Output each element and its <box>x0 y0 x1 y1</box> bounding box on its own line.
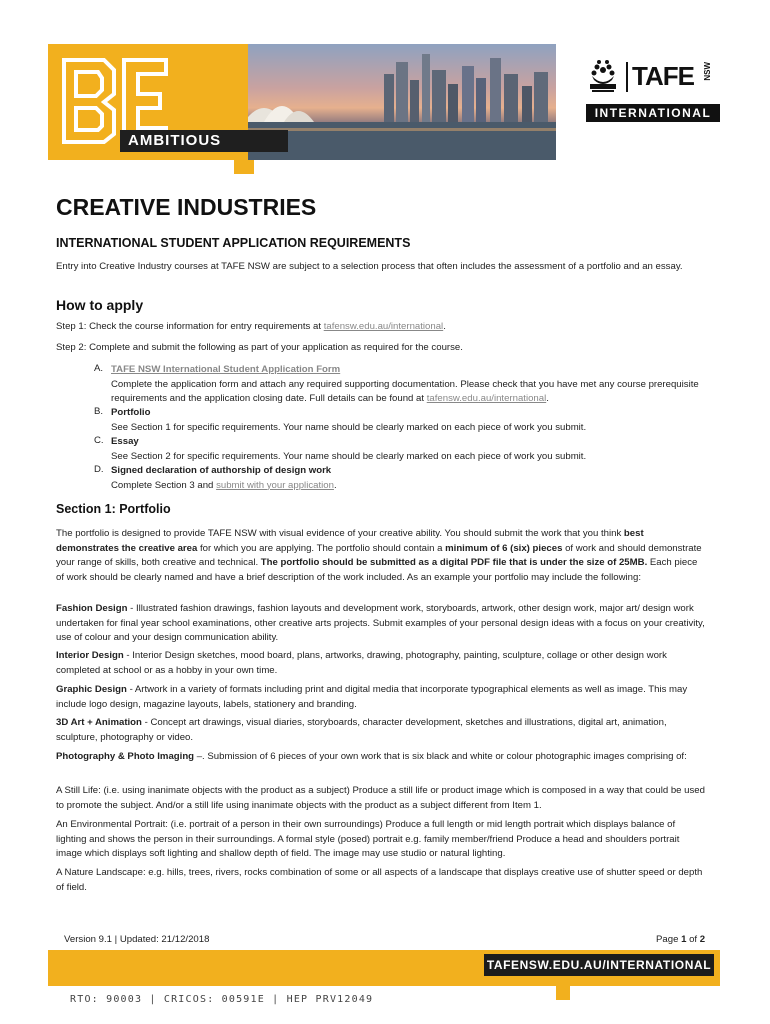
item-d-desc: Complete Section 3 and <box>111 479 217 491</box>
area-name: Graphic Design <box>56 684 127 695</box>
how-to-apply-heading: How to apply <box>56 297 144 313</box>
nsw-waratah-icon <box>586 58 620 94</box>
p1-text-g: Each piece of work should be clearly named and have a brief description of the work included. As an example your portfolio may include the following: <box>56 557 698 583</box>
header-banner <box>48 44 556 160</box>
step-1 <box>56 320 706 335</box>
section-1-heading: Section 1: Portfolio <box>56 502 171 516</box>
page-total: 2 <box>699 934 706 945</box>
item-c <box>111 435 711 464</box>
tafe-wordmark: TAFE <box>632 61 694 91</box>
photo-item-still-life: A Still Life: (i.e. using inanimate objects with the product as a subject) Produce a still life or product image which is composed in a way that could be used to promote the subject. And/or a still life using inanimate objects with the product as a subject different from Item 1. <box>56 785 705 811</box>
item-a <box>111 363 711 407</box>
area-name: Interior Design <box>56 650 124 661</box>
version-info: Version 9.1 | Updated: 21/12/2018 <box>64 934 210 945</box>
item-a-tafensw-link[interactable]: tafensw.edu.au/international <box>426 393 547 404</box>
page-number <box>656 934 705 945</box>
p1-text-e: of work and should demonstrate your range of skills, both creative and technical. <box>56 542 702 568</box>
item-a-letter: A. <box>94 363 104 374</box>
item-c-title: Essay <box>111 436 139 447</box>
area-text: - Interior Design sketches, mood board, plans, artworks, drawing, photography, painting, sculpture, collage or other design work completed at school or as a hobby in your own time. <box>56 650 667 676</box>
item-d-title: Signed declaration of authorship of design work <box>111 465 332 476</box>
photo-item-nature-landscape: A Nature Landscape: e.g. hills, trees, rivers, rocks combination of some or all aspects of a landscape that displays creative use of shutter speed or depth of field. <box>56 867 703 893</box>
p1-bold-b: best demonstrates the creative area <box>56 528 644 554</box>
nsw-wordmark: NSW <box>703 62 712 81</box>
p1-text-a: The portfolio is designed to provide TAFE NSW with visual evidence of your creative ability. You should submit the work that you think <box>56 528 624 539</box>
footer-accent-square <box>556 986 570 1000</box>
international-badge: INTERNATIONAL <box>586 104 720 122</box>
step-2: Step 2: Complete and submit the following as part of your application as required for the course. <box>56 342 463 353</box>
tafensw-international-link[interactable]: tafensw.edu.au/international <box>323 321 444 332</box>
banner-accent-square <box>234 160 254 174</box>
application-form-link[interactable]: TAFE NSW International Student Application Form <box>111 364 341 375</box>
item-b <box>111 406 711 435</box>
item-b-desc: See Section 1 for specific requirements. Your name should be clearly marked on each piece of work you submit. <box>111 421 587 433</box>
item-c-desc: See Section 2 for specific requirements. Your name should be clearly marked on each piece of work you submit. <box>111 450 587 462</box>
footer-website-link[interactable]: TAFENSW.EDU.AU/INTERNATIONAL <box>484 954 714 976</box>
item-b-letter: B. <box>94 406 104 417</box>
logo-divider <box>626 62 628 92</box>
page-subtitle: INTERNATIONAL STUDENT APPLICATION REQUIREMENTS <box>56 236 411 250</box>
p1-text-c: for which you are applying. The portfolio should contain a <box>197 542 446 554</box>
step-1-suffix: . <box>443 321 446 332</box>
item-d <box>111 464 711 493</box>
submit-with-application-link[interactable]: submit with your application <box>216 479 334 491</box>
step-1-text: Step 1: Check the course information for entry requirements at <box>56 321 324 332</box>
tafe-nsw-international-logo <box>586 58 720 124</box>
p1-bold-d: minimum of 6 (six) pieces <box>445 542 563 554</box>
item-b-title: Portfolio <box>111 407 151 418</box>
rto-cricos-info: RTO: 90003 | CRICOS: 00591E | HEP PRV12049 <box>70 994 374 1005</box>
item-a-desc: Complete the application form and attach any required supporting documentation. Please check that you have met any course prerequisite requirements and the application closing date. Full details can be found at <box>111 378 699 404</box>
item-c-letter: C. <box>94 435 104 446</box>
area-3d-art-animation <box>56 716 706 745</box>
area-text: - Concept art drawings, visual diaries, storyboards, character development, sketches and illustrations, digital art, animation, sculpture, photography or video. <box>56 717 667 743</box>
page-prefix: Page <box>656 934 682 945</box>
area-name: Photography & Photo Imaging <box>56 751 195 762</box>
area-text: - Illustrated fashion drawings, fashion layouts and development work, storyboards, artwork, other design work, major art/ design work undertaken for final year school examinations, other creative arts projects. Submit examples of your personal design ideas with a focus on your creativity, use of colour and your design communication ability. <box>56 603 705 643</box>
area-photography <box>56 750 706 765</box>
photo-item-environmental-portrait: An Environmental Portrait: (i.e. portrait of a person in their own surroundings) Produce a full length or mid length portrait which displays balance of lighting and shows the person in their surroundings. A formal style (posed) portrait e.g. family member/friend Produce a head and shoulders portrait image which displays soft lighting and shallow depth of field. The image may use studio or natural lighting. <box>56 819 680 859</box>
area-name: Fashion Design <box>56 603 128 614</box>
area-name: 3D Art + Animation <box>56 717 142 728</box>
item-d-suffix: . <box>333 479 337 491</box>
intro-paragraph: Entry into Creative Industry courses at TAFE NSW are subject to a selection process that often includes the assessment of a portfolio and an essay. <box>56 261 683 272</box>
p1-bold-f: The portfolio should be submitted as a digital PDF file that is under the size of 25MB. <box>260 557 648 568</box>
page-title: CREATIVE INDUSTRIES <box>56 194 317 220</box>
area-fashion-design <box>56 602 706 646</box>
ambitious-tagline: AMBITIOUS <box>120 130 288 152</box>
page-mid: of <box>686 934 700 945</box>
item-a-suffix: . <box>546 393 549 404</box>
area-graphic-design <box>56 683 706 712</box>
area-text: - Artwork in a variety of formats including print and digital media that incorporate typographical elements as well as image. This may include logo design, magazine layouts, labels, stationery and branding. <box>56 684 688 710</box>
area-interior-design <box>56 649 706 678</box>
area-text: –. Submission of 6 pieces of your own work that is six black and white or colour photographic images comprising of: <box>194 751 687 762</box>
page-current: 1 <box>681 934 687 945</box>
portfolio-intro-paragraph <box>56 527 706 585</box>
item-d-letter: D. <box>94 464 104 475</box>
